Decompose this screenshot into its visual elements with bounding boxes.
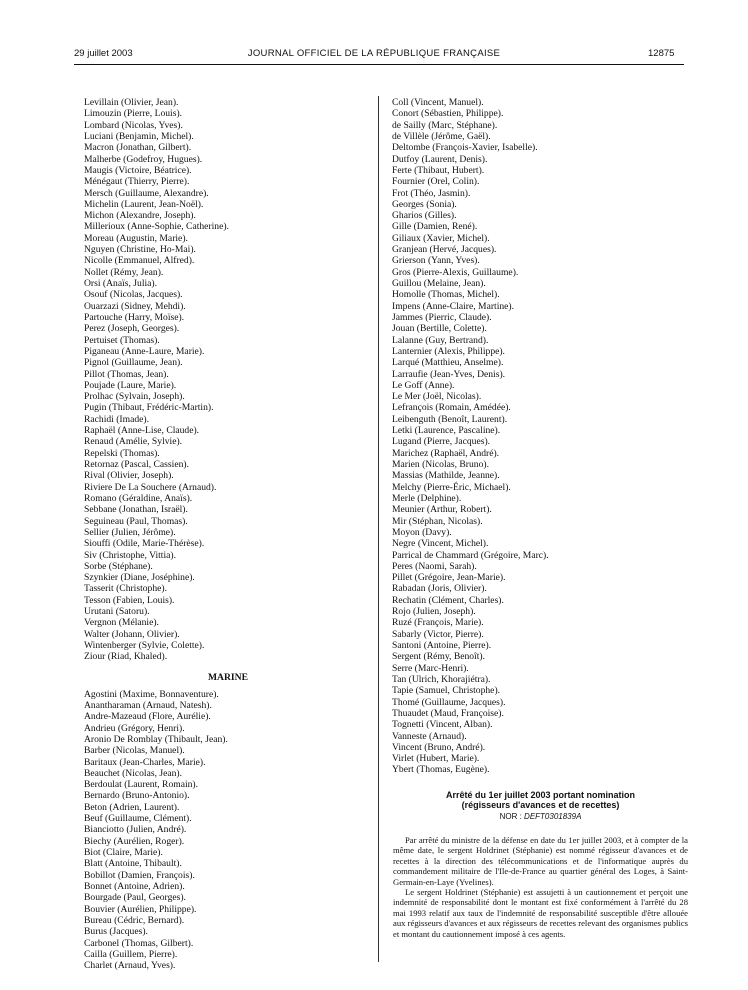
column-divider [378, 96, 379, 962]
list-item: Letki (Laurence, Pascaline). [392, 425, 501, 437]
list-item: de Villèle (Jérôme, Gaël). [392, 130, 491, 142]
list-item: Thomé (Guillaume, Jacques). [392, 696, 506, 708]
list-item: Renaud (Amélie, Sylvie). [84, 436, 183, 448]
list-item: Biot (Claire, Marie). [84, 847, 163, 858]
header-page-number: 12875 [648, 48, 675, 59]
list-item: Anantharaman (Arnaud, Natesh). [84, 699, 212, 711]
list-item: Walter (Johann, Olivier). [84, 628, 180, 640]
list-item: Negre (Vincent, Michel). [392, 538, 489, 550]
list-item: Levillain (Olivier, Jean). [84, 97, 179, 108]
right-column [392, 97, 692, 776]
list-item: Sellier (Julien, Jérôme). [84, 526, 176, 538]
list-item: Serre (Marc-Henri). [392, 662, 469, 674]
list-item: Pignol (Guillaume, Jean). [84, 357, 183, 369]
list-item: Ferte (Thibaut, Hubert). [392, 164, 485, 176]
list-item: Lugand (Pierre, Jacques). [392, 436, 491, 448]
list-item: Bobillot (Damien, François). [84, 869, 195, 881]
list-item: Jouan (Bertille, Colette). [392, 323, 487, 335]
list-item: Tasserit (Christophe). [84, 583, 167, 595]
list-item: Maugis (Victoire, Béatrice). [84, 164, 192, 176]
list-item: Mersch (Guillaume, Alexandre). [84, 187, 209, 199]
list-item: Perez (Joseph, Georges). [84, 323, 180, 335]
list-item: Sabarly (Victor, Pierre). [392, 628, 484, 640]
list-item: Homolle (Thomas, Michel). [392, 289, 500, 301]
right-name-list [392, 97, 692, 776]
header-rule [74, 64, 684, 65]
list-item: Gros (Pierre-Alexis, Guillaume). [392, 266, 519, 278]
list-item: Partouche (Harry, Moïse). [84, 311, 185, 323]
list-item: Prolhac (Sylvain, Joseph). [84, 391, 185, 403]
list-item: Sorbe (Stéphane). [84, 560, 153, 572]
list-item: Merle (Delphine). [392, 492, 462, 504]
list-item: Impens (Anne-Claire, Martine). [392, 300, 515, 312]
list-item: Carbonel (Thomas, Gilbert). [84, 937, 194, 949]
list-item: Nollet (Rémy, Jean). [84, 266, 164, 278]
list-item: Bouvier (Aurélien, Philippe). [84, 903, 197, 915]
list-item: Frot (Théo, Jasmin). [392, 187, 471, 199]
list-item: Rechatin (Clément, Charles). [392, 594, 504, 606]
list-item: Raphaël (Anne-Lise, Claude). [84, 425, 200, 437]
list-item: Agostini (Maxime, Bonnaventure). [84, 688, 219, 700]
list-item: Jammes (Pierric, Claude). [392, 311, 492, 323]
list-item: Romano (Géraldine, Anaïs). [84, 492, 193, 504]
header-journal-title: JOURNAL OFFICIEL DE LA RÉPUBLIQUE FRANÇAISE [247, 48, 501, 59]
list-item: Vincent (Bruno, André). [392, 741, 486, 753]
list-item: Tognetti (Vincent, Alban). [392, 719, 493, 731]
list-item: Santoni (Antoine, Pierre). [392, 640, 492, 651]
marine-name-list [84, 689, 372, 972]
list-item: Grierson (Yann, Yves). [392, 255, 480, 267]
list-item: Le Goff (Anne). [392, 379, 455, 391]
list-item: Andre-Mazeaud (Flore, Aurélie). [84, 711, 211, 723]
list-item: Deltombe (François-Xavier, Isabelle). [392, 142, 538, 154]
list-item: Pillot (Thomas, Jean). [84, 368, 169, 380]
list-item: Lefrançois (Romain, Amédée). [392, 402, 511, 414]
list-item: Melchy (Pierre-Éric, Michael). [392, 481, 511, 493]
list-item: Seguineau (Paul, Thomas). [84, 515, 188, 527]
list-item: Siv (Christophe, Vittia). [84, 549, 176, 561]
list-item: Limouzin (Pierre, Louis). [84, 108, 183, 120]
list-item: Riviere De La Souchere (Arnaud). [84, 481, 217, 493]
list-item: Lanternier (Alexis, Philippe). [392, 345, 505, 357]
list-item: Aronio De Romblay (Thibault, Jean). [84, 733, 228, 745]
list-item: Massias (Mathilde, Jeanne). [392, 470, 500, 482]
list-item: Cailla (Guillem, Pierre). [84, 948, 178, 960]
list-item: Poujade (Laure, Marie). [84, 379, 177, 391]
notice-paragraph-2: Le sergent Holdrinet (Stéphanie) est assujetti à un cautionnement et perçoit une indemnité de responsabilité dont le montant est fixé conformément à l'arrêté du 28 mai 1993 relatif aux taux de l'indemnité de responsabilité susceptible d'être allouée aux régisseurs d'avances et aux régisseurs de recettes relevant des organismes publics et montant du cautionnement imposé à ces agents. [393, 887, 688, 939]
list-item: Larraufie (Jean-Yves, Denis). [392, 368, 506, 380]
list-item: Bernardo (Bruno-Antonio). [84, 790, 190, 802]
list-item: Nicolle (Emmanuel, Alfred). [84, 255, 195, 267]
list-item: Charlet (Arnaud, Yves). [84, 960, 176, 972]
list-item: Bonnet (Antoine, Adrien). [84, 880, 185, 892]
list-item: Rival (Olivier, Joseph). [84, 470, 174, 482]
list-item: Burus (Jacques). [84, 926, 148, 938]
list-item: Ouarzazi (Sidney, Mehdi). [84, 300, 186, 312]
list-item: Moyon (Davy). [392, 526, 452, 538]
list-item: Repelski (Thomas). [84, 447, 160, 459]
list-item: Michon (Alexandre, Joseph). [84, 210, 196, 222]
list-item: Pugin (Thibaut, Frédéric-Martin). [84, 402, 214, 414]
list-item: Bianciotto (Julien, André). [84, 824, 187, 836]
list-item: Vanneste (Arnaud). [392, 730, 467, 742]
list-item: Sergent (Rémy, Benoît). [392, 651, 485, 663]
nor-label: NOR : [499, 812, 522, 821]
list-item: Guillou (Melaine, Jean). [392, 278, 486, 289]
list-item: Malherbe (Godefroy, Hugues). [84, 153, 203, 165]
list-item: Larqué (Matthieu, Anselme). [392, 357, 504, 369]
list-item: Luciani (Benjamin, Michel). [84, 130, 194, 142]
list-item: Tesson (Fabien, Louis). [84, 594, 175, 606]
list-item: Sebbane (Jonathan, Israël). [84, 504, 188, 516]
notice-title-line1: Arrêté du 1er juillet 2003 portant nomination [445, 790, 636, 800]
list-item: Moreau (Augustin, Marie). [84, 232, 188, 244]
list-item: Millerioux (Anne-Sophie, Catherine). [84, 221, 229, 233]
list-item: Gille (Damien, René). [392, 221, 478, 233]
list-item: de Sailly (Marc, Stéphane). [392, 119, 498, 131]
list-item: Marichez (Raphaël, André). [392, 447, 500, 459]
notice-title [393, 790, 688, 810]
list-item: Gharios (Gilles). [392, 210, 457, 222]
notice-paragraph-1: Par arrêté du ministre de la défense en date du 1er juillet 2003, et à compter de la même date, le sergent Holdrinet (Stéphanie) est nommé régisseur d'avances et de recettes à la direction des télécommunications et de l'informatique auprès du commandement militaire de l'Ile-de-France au quartier général des Loges, à Saint-Germain-en-Laye (Yvelines). [393, 835, 688, 887]
list-item: Blatt (Antoine, Thibault). [84, 858, 182, 870]
section-heading-marine: MARINE [208, 671, 248, 683]
list-item: Conort (Sébastien, Philippe). [392, 108, 504, 120]
list-item: Michelin (Laurent, Jean-Noël). [84, 198, 204, 210]
list-item: Ybert (Thomas, Eugène). [392, 764, 490, 776]
notice-nor [393, 812, 688, 821]
list-item: Siouffi (Odile, Marie-Thérèse). [84, 538, 205, 550]
list-item: Beauchet (Nicolas, Jean). [84, 767, 183, 779]
list-item: Urutani (Satoru). [84, 606, 150, 618]
list-item: Lalanne (Guy, Bertrand). [392, 334, 489, 346]
header-date: 29 juillet 2003 [74, 48, 133, 59]
list-item: Wintenberger (Sylvie, Colette). [84, 640, 205, 651]
list-item: Piganeau (Anne-Laure, Marie). [84, 345, 205, 357]
list-item: Ménégaut (Thierry, Pierre). [84, 176, 190, 188]
list-item: Bureau (Cédric, Bernard). [84, 914, 185, 926]
list-item: Andrieu (Grégory, Henri). [84, 722, 185, 734]
list-item: Thuaudet (Maud, Françoise). [392, 707, 504, 719]
list-item: Pertuiset (Thomas). [84, 334, 160, 346]
page-header [0, 48, 748, 62]
list-item: Georges (Sonia). [392, 198, 457, 210]
list-item: Beton (Adrien, Laurent). [84, 801, 180, 813]
list-item: Osouf (Nicolas, Jacques). [84, 289, 183, 301]
list-item: Dutfoy (Laurent, Denis). [392, 153, 488, 165]
list-item: Giliaux (Xavier, Michel). [392, 232, 490, 244]
list-item: Lombard (Nicolas, Yves). [84, 119, 183, 131]
list-item: Rabadan (Joris, Olivier). [392, 583, 487, 595]
list-item: Tapie (Samuel, Christophe). [392, 685, 501, 697]
list-item: Tan (Ulrich, Khorajiétra). [392, 673, 491, 685]
list-item: Retornaz (Pascal, Cassien). [84, 459, 189, 470]
list-item: Berdoulat (Laurent, Romain). [84, 779, 199, 791]
list-item: Biechy (Aurélien, Roger). [84, 835, 185, 847]
left-column [84, 97, 372, 971]
decree-notice [393, 790, 688, 939]
list-item: Vergnon (Mélanie). [84, 617, 159, 629]
list-item: Ziour (Riad, Khaled). [84, 651, 168, 663]
list-item: Virlet (Hubert, Marie). [392, 753, 480, 765]
list-item: Bourgade (Paul, Georges). [84, 892, 186, 904]
list-item: Baritaux (Jean-Charles, Marie). [84, 756, 206, 768]
list-item: Parrical de Chammard (Grégoire, Marc). [392, 549, 549, 561]
list-item: Le Mer (Joël, Nicolas). [392, 391, 482, 403]
list-item: Mir (Stéphan, Nicolas). [392, 515, 483, 527]
list-item: Meunier (Arthur, Robert). [392, 504, 492, 516]
notice-title-line2: (régisseurs d'avances et de recettes) [461, 800, 620, 810]
list-item: Szynkier (Diane, Joséphine). [84, 572, 195, 584]
list-item: Peres (Naomi, Sarah). [392, 560, 477, 572]
list-item: Rachidi (Imade). [84, 413, 149, 425]
list-item: Fournier (Orel, Colin). [392, 176, 480, 188]
list-item: Pillet (Grégoire, Jean-Marie). [392, 572, 506, 584]
list-item: Barber (Nicolas, Manuel). [84, 745, 185, 757]
list-item: Rojo (Julien, Joseph). [392, 606, 476, 618]
list-item: Marien (Nicolas, Bruno). [392, 459, 489, 470]
nor-code: DEFT0301839A [524, 812, 582, 821]
list-item: Ruzé (François, Marie). [392, 617, 484, 629]
list-item: Macron (Jonathan, Gilbert). [84, 142, 192, 154]
list-item: Nguyen (Christine, Ho-Mai). [84, 244, 196, 256]
list-item: Granjean (Hervé, Jacques). [392, 244, 497, 256]
list-item: Beuf (Guillaume, Clément). [84, 813, 192, 825]
left-name-list [84, 97, 372, 663]
list-item: Orsi (Anaïs, Julia). [84, 278, 158, 289]
list-item: Coll (Vincent, Manuel). [392, 97, 484, 108]
list-item: Leibenguth (Benoît, Laurent). [392, 413, 508, 425]
